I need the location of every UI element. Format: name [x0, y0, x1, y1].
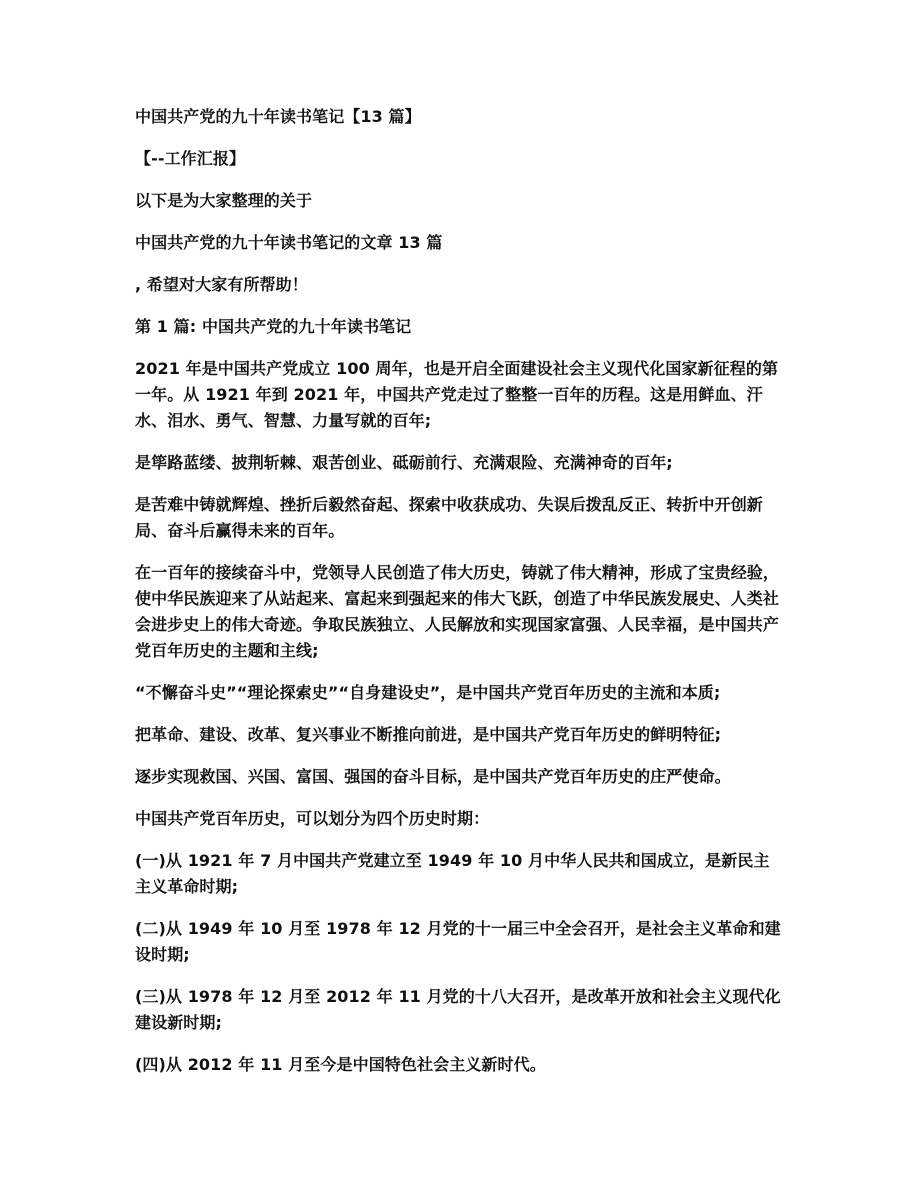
- paragraph: (四)从 2012 年 11 月至今是中国特色社会主义新时代。: [135, 1055, 546, 1074]
- paragraph: 2021 年是中国共产党成立 100 周年，也是开启全面建设社会主义现代化国家新征程的第一年。从 1921 年到 2021 年，中国共产党走过了整整一百年的历程。这是用鲜血、汗水、泪水、勇气、智慧、力量写就的百年;: [135, 359, 779, 430]
- section-heading: 第 1 篇: 中国共产党的九十年读书笔记: [135, 317, 412, 336]
- paragraph: 在一百年的接续奋斗中，党领导人民创造了伟大历史，铸就了伟大精神，形成了宝贵经验，使中华民族迎来了从站起来、富起来到强起来的伟大飞跃，创造了中华民族发展史、人类社会进步史上的伟大奇迹。争取民族独立、人民解放和实现国家富强、人民幸福，是中国共产党百年历史的主题和主线;: [135, 563, 780, 660]
- paragraph: 是苦难中铸就辉煌、挫折后毅然奋起、探索中收获成功、失误后拨乱反正、转折中开创新局、奋斗后赢得未来的百年。: [135, 495, 763, 540]
- paragraph: 把革命、建设、改革、复兴事业不断推向前进，是中国共产党百年历史的鲜明特征;: [135, 725, 722, 744]
- document-category: 【--工作汇报】: [135, 149, 246, 168]
- paragraph: 中国共产党百年历史，可以划分为四个历史时期：: [135, 809, 490, 828]
- paragraph: (二)从 1949 年 10 月至 1978 年 12 月党的十一届三中全会召开，是社会主义革命和建设时期;: [135, 919, 781, 964]
- paragraph: 是筚路蓝缕、披荆斩棘、艰苦创业、砥砺前行、充满艰险、充满神奇的百年;: [135, 453, 673, 472]
- paragraph: (三)从 1978 年 12 月至 2012 年 11 月党的十八大召开，是改革开放和社会主义现代化建设新时期;: [135, 987, 781, 1032]
- document-page: [135, 104, 785, 1094]
- intro-line-3: , 希望对大家有所帮助！: [135, 275, 308, 294]
- paragraph: “不懈奋斗史”“理论探索史”“自身建设史”，是中国共产党百年历史的主流和本质;: [135, 683, 721, 702]
- intro-line-1: 以下是为大家整理的关于: [135, 191, 313, 210]
- document-title: 中国共产党的九十年读书笔记【13 篇】: [135, 107, 421, 126]
- paragraph: 逐步实现救国、兴国、富国、强国的奋斗目标，是中国共产党百年历史的庄严使命。: [135, 767, 731, 786]
- paragraph: (一)从 1921 年 7 月中国共产党建立至 1949 年 10 月中华人民共和国成立，是新民主主义革命时期;: [135, 851, 770, 896]
- intro-line-2: 中国共产党的九十年读书笔记的文章 13 篇: [135, 233, 443, 252]
